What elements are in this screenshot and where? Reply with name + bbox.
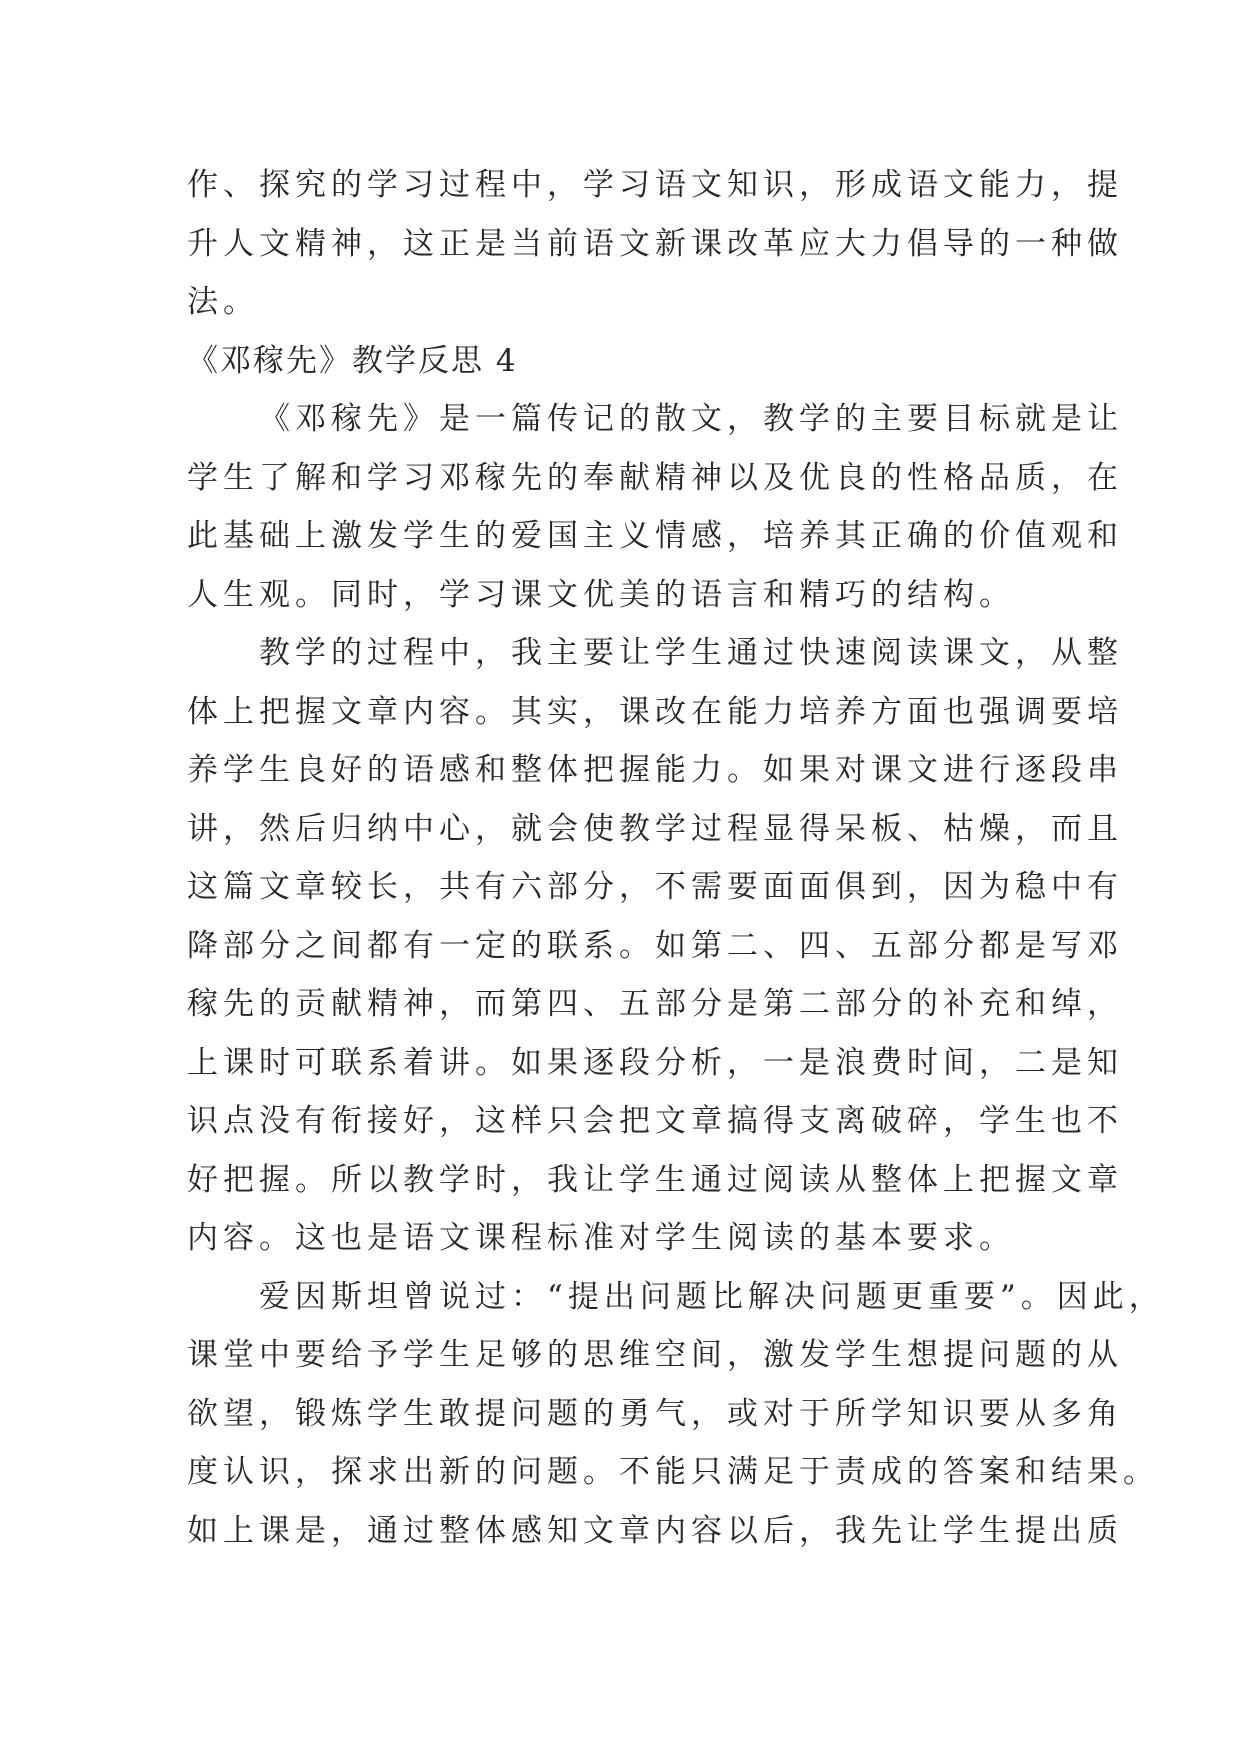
text-line: 稼先的贡献精神，而第四、五部分是第二部分的补充和绰， xyxy=(187,986,1123,1022)
text-line: 上课时可联系着讲。如果逐段分析，一是浪费时间，二是知 xyxy=(187,1044,1123,1081)
text-line: 养学生良好的语感和整体把握能力。如果对课文进行逐段串 xyxy=(187,752,1123,788)
text-line: 学生了解和学习邓稼先的奉献精神以及优良的性格品质，在 xyxy=(187,459,1123,496)
text-line: 法。 xyxy=(187,284,259,320)
text-line: 此基础上激发学生的爱国主义情感，培养其正确的价值观和 xyxy=(187,518,1123,554)
document-body xyxy=(187,156,1165,1560)
text-line: 度认识，探求出新的问题。不能只满足于责成的答案和结果。 xyxy=(187,1454,1159,1490)
section-title: 《邓稼先》教学反思 4 xyxy=(187,342,518,379)
text-line: 讲，然后归纳中心，就会使教学过程显得呆板、枯燥，而且 xyxy=(187,810,1123,847)
text-line: 内容。这也是语文课程标准对学生阅读的基本要求。 xyxy=(187,1220,1015,1256)
text-line: 这篇文章较长，共有六部分，不需要面面俱到，因为稳中有 xyxy=(187,869,1123,905)
continuation-paragraph xyxy=(187,156,1123,332)
paragraph-questioning xyxy=(187,1268,1165,1561)
text-line: 如上课是，通过整体感知文章内容以后，我先让学生提出质 xyxy=(187,1512,1123,1549)
text-line: 体上把握文章内容。其实，课改在能力培养方面也强调要培 xyxy=(187,693,1123,730)
text-line: 好把握。所以教学时，我让学生通过阅读从整体上把握文章 xyxy=(187,1161,1123,1198)
text-line: 课堂中要给予学生足够的思维空间，激发学生想提问题的从 xyxy=(187,1337,1123,1373)
text-line: 升人文精神，这正是当前语文新课改革应大力倡导的一种做 xyxy=(187,225,1123,262)
text-line: 作、探究的学习过程中，学习语文知识，形成语文能力，提 xyxy=(187,167,1123,203)
text-line: 爱因斯坦曾说过：“提出问题比解决问题更重要”。因此， xyxy=(259,1278,1165,1315)
text-line: 教学的过程中，我主要让学生通过快速阅读课文，从整 xyxy=(259,635,1123,671)
paragraph-teaching-process xyxy=(187,624,1123,1268)
text-line: 人生观。同时，学习课文优美的语言和精巧的结构。 xyxy=(187,576,1015,613)
text-line: 欲望，锻炼学生敢提问题的勇气，或对于所学知识要从多角 xyxy=(187,1395,1123,1432)
text-line: 识点没有衔接好，这样只会把文章搞得支离破碎，学生也不 xyxy=(187,1103,1123,1139)
text-line: 《邓稼先》是一篇传记的散文，教学的主要目标就是让 xyxy=(259,401,1123,437)
paragraph-intro xyxy=(187,390,1123,624)
text-line: 降部分之间都有一定的联系。如第二、四、五部分都是写邓 xyxy=(187,927,1123,964)
